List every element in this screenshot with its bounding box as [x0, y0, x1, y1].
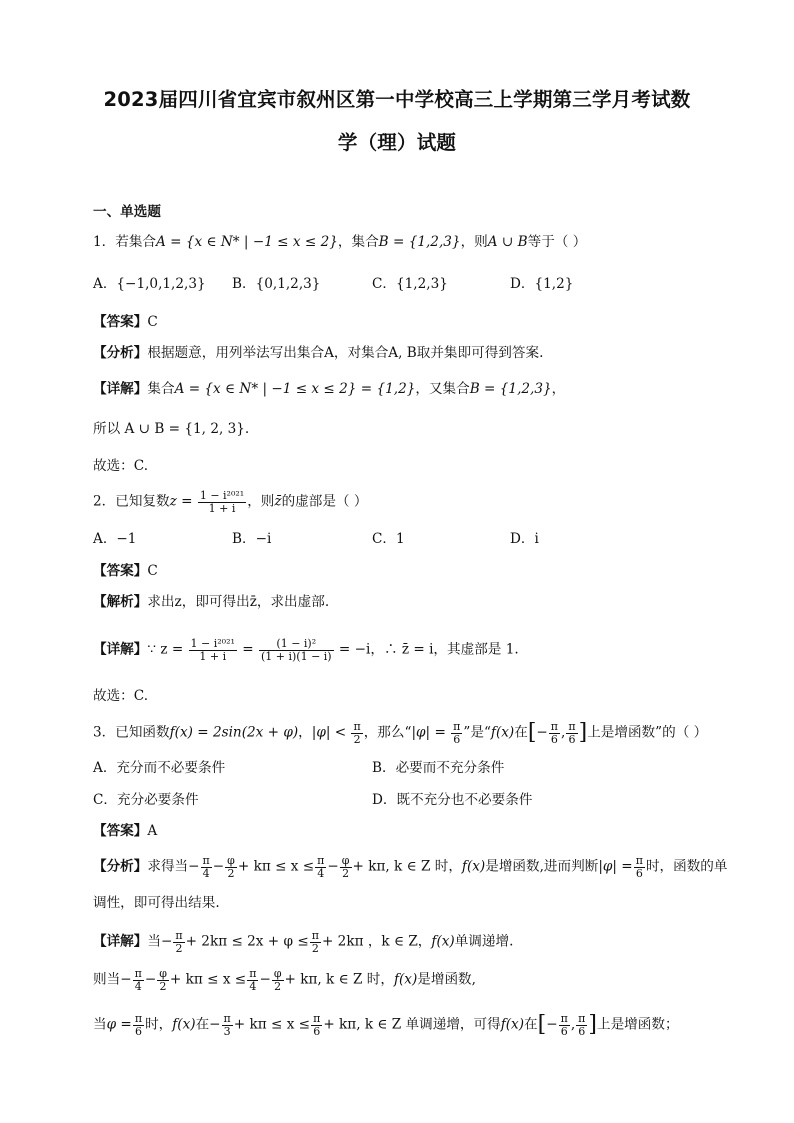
detail-text: 集合 — [147, 381, 175, 397]
equals-sign: = — [242, 641, 254, 658]
fraction-numerator: π — [311, 929, 319, 942]
fraction-numerator: π — [317, 854, 325, 867]
q1-detail-line2: 所以 A ∪ B = {1, 2, 3}. — [93, 421, 250, 437]
fraction-denominator: 1 + i — [208, 501, 236, 515]
detail-text: + 2kπ ，k ∈ Z， — [321, 933, 432, 950]
q2-text: ，则 — [247, 493, 275, 510]
fraction-numerator: π — [249, 967, 257, 980]
q2-zbar: z̄ — [274, 493, 282, 510]
pi-over-2 — [173, 930, 184, 954]
question-2-stem — [93, 490, 367, 514]
right-bracket: ] — [588, 1012, 597, 1038]
fraction-numerator: π — [353, 720, 361, 733]
q2-detail — [93, 638, 519, 662]
fraction-denominator: 2 — [311, 941, 319, 955]
q1-answer — [93, 312, 158, 332]
detail-fraction-2 — [259, 638, 334, 662]
comma: , — [561, 724, 566, 741]
detail-text: ∵ z = — [147, 641, 184, 658]
fraction-numerator: π — [550, 720, 559, 733]
q3-text: ，那么“ — [363, 724, 412, 741]
q1-set-b: B = {1,2,3} — [378, 234, 461, 250]
detail-text: + kπ, k ∈ Z 时， — [284, 971, 394, 988]
answer-value: A — [147, 823, 158, 839]
q3-text: ， — [298, 724, 312, 741]
phi-over-2 — [157, 968, 169, 992]
fraction-denominator: 4 — [317, 866, 325, 880]
fraction-numerator: φ — [273, 967, 282, 980]
detail-text: 在 — [524, 1016, 538, 1033]
phi-equals: φ = — [106, 1016, 132, 1033]
pi-over-6 — [566, 721, 577, 745]
q1-text: 1．若集合 — [93, 234, 157, 250]
q1-text: 等于（ ） — [527, 234, 587, 250]
pi-over-4 — [201, 855, 212, 879]
fraction-numerator: π — [175, 929, 183, 942]
q2-option-d: D．i — [510, 531, 539, 547]
phi-over-2 — [225, 855, 237, 879]
detail-text: ， — [551, 381, 566, 397]
analysis-tag: 【解析】 — [93, 594, 148, 610]
q3-option-d: D．既不充分也不必要条件 — [372, 792, 533, 808]
section-heading: 一、单选题 — [93, 204, 161, 220]
q3-function: f(x) = 2sin(2x + φ) — [169, 724, 299, 741]
right-bracket: ] — [578, 720, 588, 746]
q3-option-a: A．充分而不必要条件 — [93, 760, 226, 776]
document-title-line2: 学（理）试题 — [337, 131, 457, 154]
detail-text: ，又集合 — [415, 381, 470, 397]
fraction-numerator: π — [202, 854, 210, 867]
detail-text: + 2kπ ≤ 2x + φ ≤ — [185, 933, 309, 950]
analysis-text: 求出z，即可得出z̄，求出虚部. — [147, 594, 330, 610]
q3-analysis: 【分析】求得当− $\frac{\pi}{4}$ − $\frac{\varphi}{2}$ + kπ ≤ x ≤ $\frac{\pi}{4}$ − $\frac{\varphi}{2}$ + kπ, k ∈ Z 时，f(x)是增函数,进而判断|φ| = $\frac{\pi}{6}$ 时，函数的单 — [93, 854, 728, 880]
fraction-numerator: π — [313, 1012, 321, 1025]
q3-fx: f(x) — [490, 724, 515, 741]
pi-over-6 — [549, 721, 560, 745]
detail-text: + kπ ≤ x ≤ — [169, 971, 247, 988]
q2-option-b: B．−i — [232, 531, 272, 547]
fraction-numerator: 1 − i²⁰²¹ — [190, 637, 235, 650]
fraction-denominator: 2 — [175, 941, 183, 955]
fraction-denominator: 3 — [223, 1024, 231, 1038]
pi-over-4 — [133, 968, 144, 992]
fraction-denominator: 6 — [568, 732, 576, 746]
fraction-denominator: 2 — [274, 979, 282, 993]
fraction-denominator: 4 — [134, 979, 142, 993]
detail-text: 则当 — [93, 971, 121, 988]
fraction-denominator: 6 — [560, 1024, 568, 1038]
fraction-denominator: 6 — [578, 1024, 586, 1038]
q1-detail — [93, 379, 565, 399]
q3-phi-abs: |φ| = — [598, 858, 633, 875]
fraction-numerator: π — [635, 854, 643, 867]
q3-fx: f(x) — [172, 1016, 196, 1033]
q3-text: 在 — [514, 724, 528, 741]
q2-conclusion: 故选：C. — [93, 688, 149, 704]
q2-z: z = — [169, 493, 193, 510]
comma: , — [570, 1016, 576, 1033]
q3-text: 上是增函数”的（ ） — [587, 724, 708, 741]
question-1-stem — [93, 232, 586, 252]
fraction-denominator: 6 — [134, 1024, 142, 1038]
q3-option-c: C．充分必要条件 — [93, 792, 199, 808]
fraction-denominator: 6 — [550, 732, 558, 746]
fraction-denominator: 2 — [353, 732, 361, 746]
fraction-denominator: 6 — [313, 1024, 321, 1038]
fraction-denominator: 4 — [249, 979, 257, 993]
detail-text: = −i，∴ z̄ = i，其虚部是 1. — [338, 641, 519, 658]
q1-union: A ∪ B — [487, 234, 528, 250]
left-bracket: [ — [527, 720, 537, 746]
fraction-numerator: π — [578, 1012, 586, 1025]
detail-tag: 【详解】 — [93, 381, 148, 397]
analysis-text: 求得当 — [147, 858, 189, 875]
detail-fraction-1 — [189, 638, 237, 662]
q3-text: ”是“ — [463, 724, 491, 741]
q1-text: ，则 — [460, 234, 488, 250]
q1-option-d: D．{1,2} — [510, 276, 574, 292]
q1-analysis — [93, 343, 543, 363]
fraction-numerator: π — [453, 720, 461, 733]
q3-text: 3．已知函数 — [93, 724, 170, 741]
q1-text: ，集合 — [337, 234, 379, 250]
fraction-denominator: 2 — [342, 866, 350, 880]
detail-text: 时， — [145, 1016, 173, 1033]
question-3-stem — [93, 721, 707, 745]
pi-over-3 — [222, 1013, 233, 1037]
detail-set-b: B = {1,2,3} — [469, 381, 552, 397]
fraction-numerator: φ — [159, 967, 167, 980]
q1-set-a: A = {x ∈ N* | −1 ≤ x ≤ 2} — [156, 234, 338, 250]
detail-text: 单调递增. — [454, 933, 514, 950]
pi-over-6 — [634, 855, 645, 879]
fraction-numerator: π — [223, 1012, 231, 1025]
detail-text: 在 — [195, 1016, 210, 1033]
left-bracket: [ — [537, 1012, 547, 1038]
fraction-denominator: 6 — [453, 732, 461, 746]
q3-condition: |φ| < — [311, 724, 347, 741]
q3-detail: 【详解】当− $\frac{\pi}{2}$ + 2kπ ≤ 2x + φ ≤ $\frac{\pi}{2}$ + 2kπ ，k ∈ Z，f(x)单调递增. — [93, 929, 514, 955]
q1-option-c: C．{1,2,3} — [372, 276, 448, 292]
pi-over-2 — [351, 721, 362, 745]
q3-phi-abs: |φ| = — [411, 724, 446, 741]
fraction-numerator: (1 − i)² — [259, 638, 334, 651]
fraction-numerator: 1 − i²⁰²¹ — [199, 489, 245, 502]
answer-tag: 【答案】 — [93, 563, 148, 579]
q2-text: 的虚部是（ ） — [281, 493, 368, 510]
fraction-denominator: 4 — [202, 866, 210, 880]
answer-value: C — [147, 563, 158, 579]
q2-answer — [93, 561, 158, 581]
q1-conclusion: 故选：C. — [93, 458, 149, 474]
detail-text: 当 — [147, 933, 161, 950]
analysis-tag: 【分析】 — [93, 345, 148, 361]
fraction-denominator: (1 + i)(1 − i) — [260, 649, 332, 663]
q3-answer — [93, 821, 157, 841]
q2-option-c: C．1 — [372, 531, 405, 547]
detail-text: 是增函数, — [417, 971, 476, 988]
pi-over-6 — [133, 1013, 144, 1037]
q1-option-b: B．{0,1,2,3} — [232, 276, 321, 292]
detail-text: + kπ ≤ x ≤ — [233, 1016, 311, 1033]
pi-over-4 — [315, 855, 326, 879]
fraction-denominator: 6 — [635, 866, 643, 880]
q3-detail-line2: 则当− $\frac{\pi}{4}$ − $\frac{\varphi}{2}$ + kπ ≤ x ≤ $\frac{\pi}{4}$ − $\frac{\varphi}{2}$ + kπ, k ∈ Z 时，f(x)是增函数, — [93, 967, 476, 993]
fraction-denominator: 1 + i — [199, 649, 227, 663]
q2-analysis — [93, 592, 329, 612]
answer-value: C — [147, 314, 158, 330]
q3-fx: f(x) — [500, 1016, 525, 1033]
detail-tag: 【详解】 — [93, 641, 148, 658]
pi-over-4 — [247, 968, 258, 992]
analysis-text: + kπ ≤ x ≤ — [237, 858, 315, 875]
q3-option-b: B．必要而不充分条件 — [372, 760, 505, 776]
pi-over-6 — [311, 1013, 322, 1037]
q3-detail-line3: 当φ = $\frac{\pi}{6}$ 时，f(x)在− $\frac{\pi}{3}$ + kπ ≤ x ≤ $\frac{\pi}{6}$ + kπ, k ∈ Z 单调递增，可得f(x)在[− $\frac{\pi}{6}$ , $\frac{\pi}{6}$ ]上是增函数； — [93, 1012, 679, 1038]
fraction-numerator: φ — [341, 854, 350, 867]
fraction-numerator: π — [134, 1012, 143, 1025]
fraction-denominator: 2 — [227, 866, 235, 880]
pi-over-6 — [576, 1013, 587, 1037]
analysis-text: + kπ, k ∈ Z 时， — [352, 858, 462, 875]
fraction-numerator: π — [560, 1012, 568, 1025]
answer-tag: 【答案】 — [93, 823, 148, 839]
pi-over-2 — [310, 930, 321, 954]
q3-fx: f(x) — [461, 858, 486, 875]
analysis-text: 是增函数,进而判断 — [485, 858, 599, 875]
detail-set: A = {x ∈ N* | −1 ≤ x ≤ 2} = {1,2} — [174, 381, 416, 397]
answer-tag: 【答案】 — [93, 314, 148, 330]
phi-over-2 — [272, 968, 284, 992]
q3-fx: f(x) — [393, 971, 418, 988]
q2-fraction — [198, 490, 246, 514]
analysis-text: 时，函数的单 — [645, 858, 728, 875]
detail-text: 当 — [93, 1016, 107, 1033]
q2-text: 2．已知复数 — [93, 493, 170, 510]
document-title-line1: 2023届四川省宜宾市叙州区第一中学校高三上学期第三学月考试数 — [103, 88, 691, 111]
detail-tag: 【详解】 — [93, 933, 148, 950]
q1-option-a: A．{−1,0,1,2,3} — [93, 276, 206, 292]
pi-over-6 — [451, 721, 462, 745]
minus-sign: − — [536, 724, 548, 741]
pi-over-6 — [559, 1013, 570, 1037]
q3-analysis-line2: 调性，即可得出结果. — [93, 895, 220, 911]
analysis-tag: 【分析】 — [93, 858, 148, 875]
detail-text: + kπ, k ∈ Z 单调递增，可得 — [323, 1016, 501, 1033]
phi-over-2 — [340, 855, 352, 879]
q2-option-a: A．−1 — [93, 531, 137, 547]
fraction-numerator: φ — [227, 854, 235, 867]
q3-fx: f(x) — [431, 933, 455, 950]
detail-text: 上是增函数； — [596, 1016, 679, 1033]
fraction-numerator: π — [134, 967, 142, 980]
fraction-denominator: 2 — [159, 979, 167, 993]
analysis-text: 根据题意，用列举法写出集合A，对集合A, B取并集即可得到答案. — [147, 345, 544, 361]
fraction-numerator: π — [568, 720, 576, 733]
